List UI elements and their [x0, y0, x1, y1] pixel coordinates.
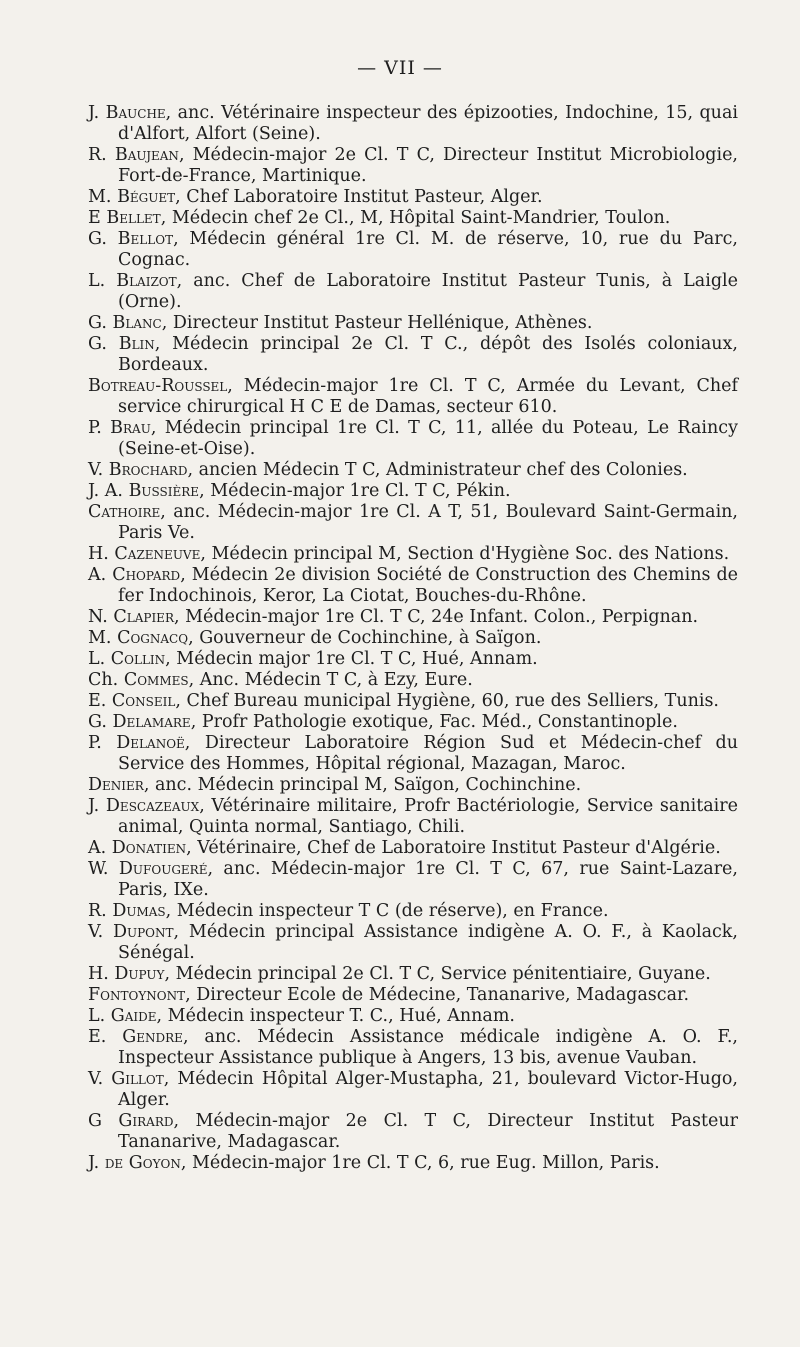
- entry-initial: V.: [88, 460, 104, 480]
- entry-name: Dufougeré: [118, 859, 208, 879]
- entry-initial: R.: [88, 145, 107, 165]
- list-entry: [88, 859, 738, 901]
- entry-text: , Vétérinaire, Chef de Laboratoire Institut Pasteur d'Algérie.: [186, 838, 721, 858]
- list-entry: [88, 985, 738, 1006]
- entry-text: , anc. Médecin Assistance médicale indigène A. O. F., Inspecteur Assistance publique à Angers, 13 bis, avenue Vauban.: [118, 1027, 738, 1068]
- entry-text: , Vétérinaire militaire, Profr Bactériologie, Service sanitaire animal, Quinta normal, Santiago, Chili.: [118, 796, 738, 837]
- list-entry: [88, 376, 738, 418]
- list-entry: [88, 145, 738, 187]
- entry-text: , Médecin Hôpital Alger-Mustapha, 21, boulevard Victor-Hugo, Alger.: [118, 1069, 738, 1110]
- entry-text: , ancien Médecin T C, Administrateur chef des Colonies.: [187, 460, 688, 480]
- entry-text: , Médecin chef 2e Cl., M, Hôpital Saint-Mandrier, Toulon.: [160, 208, 671, 228]
- entry-name: Conseil: [111, 691, 176, 711]
- entry-initial: G.: [88, 313, 107, 333]
- list-entry: [88, 670, 738, 691]
- list-entry: [88, 712, 738, 733]
- entry-text: , Médecin-major 2e Cl. T C, Directeur Institut Pasteur Tananarive, Madagascar.: [118, 1111, 738, 1152]
- entry-initial: E.: [88, 1027, 107, 1047]
- entry-text: , Médecin principal 2e Cl. T C., dépôt des Isolés coloniaux, Bordeaux.: [118, 334, 738, 375]
- entry-text: , Médecin principal M, Section d'Hygiène Soc. des Nations.: [200, 544, 730, 564]
- entry-name: Cognacq: [117, 628, 189, 648]
- list-entry: [88, 1006, 738, 1027]
- list-entry: [88, 733, 738, 775]
- entry-name: Gillot: [111, 1069, 164, 1089]
- list-entry: [88, 607, 738, 628]
- list-entry: [88, 1069, 738, 1111]
- entry-name: Cathoire: [88, 502, 161, 522]
- list-entry: [88, 229, 738, 271]
- entry-initial: H.: [88, 964, 109, 984]
- list-entry: [88, 964, 738, 985]
- entry-name: Donatien: [111, 838, 187, 858]
- entry-initial: L.: [88, 271, 106, 291]
- entry-text: , Chef Laboratoire Institut Pasteur, Alger.: [175, 187, 543, 207]
- entry-text: , Médecin-major 1re Cl. T C, 6, rue Eug. Millon, Paris.: [180, 1153, 660, 1173]
- entry-text: , Médecin major 1re Cl. T C, Hué, Annam.: [165, 649, 538, 669]
- entry-text: , Médecin inspecteur T C (de réserve), en France.: [165, 901, 609, 921]
- entry-name: Fontoynont: [88, 985, 186, 1005]
- entry-text: , anc. Vétérinaire inspecteur des épizooties, Indochine, 15, quai d'Alfort, Alfort (Seine).: [118, 103, 738, 144]
- entry-initial: P.: [88, 418, 102, 438]
- list-entry: [88, 271, 738, 313]
- entry-name: Denier: [88, 775, 144, 795]
- entry-name: Bauche: [105, 103, 166, 123]
- list-entry: [88, 460, 738, 481]
- entry-name: Chopard: [112, 565, 181, 585]
- entry-initial: N.: [88, 607, 108, 627]
- entry-text: , Médecin principal 2e Cl. T C, Service pénitentiaire, Guyane.: [164, 964, 711, 984]
- list-entry: [88, 208, 738, 229]
- entry-initial: W.: [88, 859, 109, 879]
- list-entry: [88, 901, 738, 922]
- list-entry: [88, 502, 738, 544]
- entry-name: Clapier: [113, 607, 174, 627]
- entry-initial: A.: [88, 838, 107, 858]
- list-entry: [88, 418, 738, 460]
- entry-initial: G: [88, 1111, 102, 1131]
- entry-initial: R.: [88, 901, 107, 921]
- entry-initial: L.: [88, 1006, 106, 1026]
- entry-name: Girard: [118, 1111, 174, 1131]
- entry-name: Brau: [110, 418, 151, 438]
- entry-name: Delanoë: [116, 733, 185, 753]
- entry-text: , Médecin inspecteur T. C., Hué, Annam.: [156, 1006, 515, 1026]
- entry-text: , Médecin général 1re Cl. M. de réserve, 10, rue du Parc, Cognac.: [118, 229, 738, 270]
- entry-text: , Médecin 2e division Société de Construction des Chemins de fer Indochinois, Keror, La Ciotat, Bouches-du-Rhône.: [118, 565, 738, 606]
- entry-name: Dumas: [112, 901, 166, 921]
- entry-text: , Directeur Institut Pasteur Hellénique, Athènes.: [161, 313, 593, 333]
- entry-name: de Goyon: [104, 1153, 181, 1173]
- entry-text: , Anc. Médecin T C, à Ezy, Eure.: [188, 670, 473, 690]
- entry-name: Descazeaux: [105, 796, 200, 816]
- entry-initial: P.: [88, 733, 102, 753]
- entry-name: Blin: [118, 334, 155, 354]
- list-entry: [88, 691, 738, 712]
- entry-initial: L.: [88, 649, 106, 669]
- entry-initial: J.: [88, 103, 100, 123]
- entry-initial: V.: [88, 1069, 104, 1089]
- entry-name: Commes: [123, 670, 189, 690]
- entry-text: , anc. Médecin principal M, Saïgon, Cochinchine.: [143, 775, 582, 795]
- entry-text: , Médecin-major 1re Cl. T C, Armée du Levant, Chef service chirurgical H C E de Damas, secteur 610.: [118, 376, 738, 417]
- entry-text: , Médecin-major 1re Cl. T C, 24e Infant. Colon., Perpignan.: [173, 607, 699, 627]
- list-entry: [88, 544, 738, 565]
- entry-name: Blaizot: [116, 271, 177, 291]
- list-entry: [88, 187, 738, 208]
- list-entry: [88, 481, 738, 502]
- entry-initial: J.: [88, 796, 100, 816]
- entry-initial: J. A.: [88, 481, 123, 501]
- list-entry: [88, 775, 738, 796]
- list-entry: [88, 922, 738, 964]
- list-entry: [88, 1027, 738, 1069]
- list-entry: [88, 796, 738, 838]
- entry-name: Bellet: [106, 208, 161, 228]
- list-entry: [88, 334, 738, 376]
- list-entry: [88, 628, 738, 649]
- entry-text: , Directeur Laboratoire Région Sud et Médecin-chef du Service des Hommes, Hôpital régional, Mazagan, Maroc.: [118, 733, 738, 774]
- entry-text: , Médecin principal Assistance indigène A. O. F., à Kaolack, Sénégal.: [118, 922, 738, 963]
- entry-name: Botreau-Roussel: [88, 376, 228, 396]
- entry-text: , Médecin-major 1re Cl. T C, Pékin.: [199, 481, 511, 501]
- entry-initial: G.: [88, 712, 107, 732]
- entry-initial: H.: [88, 544, 109, 564]
- list-entry: [88, 649, 738, 670]
- entry-initial: A.: [88, 565, 107, 585]
- entry-name: Dupont: [112, 922, 174, 942]
- entry-name: Bussière: [128, 481, 200, 501]
- entry-name: Béguet: [117, 187, 176, 207]
- list-entry: [88, 1111, 738, 1153]
- member-list: [88, 103, 738, 1174]
- entry-text: , Gouverneur de Cochinchine, à Saïgon.: [188, 628, 542, 648]
- entry-name: Brochard: [108, 460, 188, 480]
- entry-text: , anc. Médecin-major 1re Cl. A T, 51, Boulevard Saint-Germain, Paris Ve.: [118, 502, 738, 543]
- entry-name: Gendre: [122, 1027, 183, 1047]
- entry-initial: E.: [88, 691, 107, 711]
- entry-name: Bellot: [117, 229, 174, 249]
- entry-initial: E: [88, 208, 101, 228]
- entry-name: Delamare: [112, 712, 191, 732]
- entry-text: , Directeur Ecole de Médecine, Tananarive, Madagascar.: [185, 985, 690, 1005]
- entry-name: Cazeneuve: [114, 544, 201, 564]
- entry-text: , Chef Bureau municipal Hygiène, 60, rue des Selliers, Tunis.: [175, 691, 719, 711]
- entry-text: , anc. Chef de Laboratoire Institut Pasteur Tunis, à Laigle (Orne).: [118, 271, 738, 312]
- entry-name: Dupuy: [114, 964, 165, 984]
- list-entry: [88, 565, 738, 607]
- entry-text: , Médecin principal 1re Cl. T C, 11, allée du Poteau, Le Raincy (Seine-et-Oise).: [118, 418, 738, 459]
- entry-name: Baujean: [114, 145, 179, 165]
- page-number: — VII —: [357, 57, 443, 79]
- entry-name: Gaide: [110, 1006, 157, 1026]
- entry-text: , anc. Médecin-major 1re Cl. T C, 67, rue Saint-Lazare, Paris, IXe.: [118, 859, 738, 900]
- entry-text: , Profr Pathologie exotique, Fac. Méd., Constantinople.: [190, 712, 678, 732]
- entry-initial: Ch.: [88, 670, 119, 690]
- entry-name: Collin: [110, 649, 166, 669]
- entry-text: , Médecin-major 2e Cl. T C, Directeur Institut Microbiologie, Fort-de-France, Martinique.: [118, 145, 738, 186]
- entry-initial: G.: [88, 229, 107, 249]
- entry-name: Blanc: [112, 313, 162, 333]
- entry-initial: J.: [88, 1153, 100, 1173]
- list-entry: [88, 838, 738, 859]
- list-entry: [88, 313, 738, 334]
- entry-initial: V.: [88, 922, 104, 942]
- list-entry: [88, 103, 738, 145]
- entry-initial: M.: [88, 628, 112, 648]
- list-entry: [88, 1153, 738, 1174]
- entry-initial: G.: [88, 334, 107, 354]
- entry-initial: M.: [88, 187, 112, 207]
